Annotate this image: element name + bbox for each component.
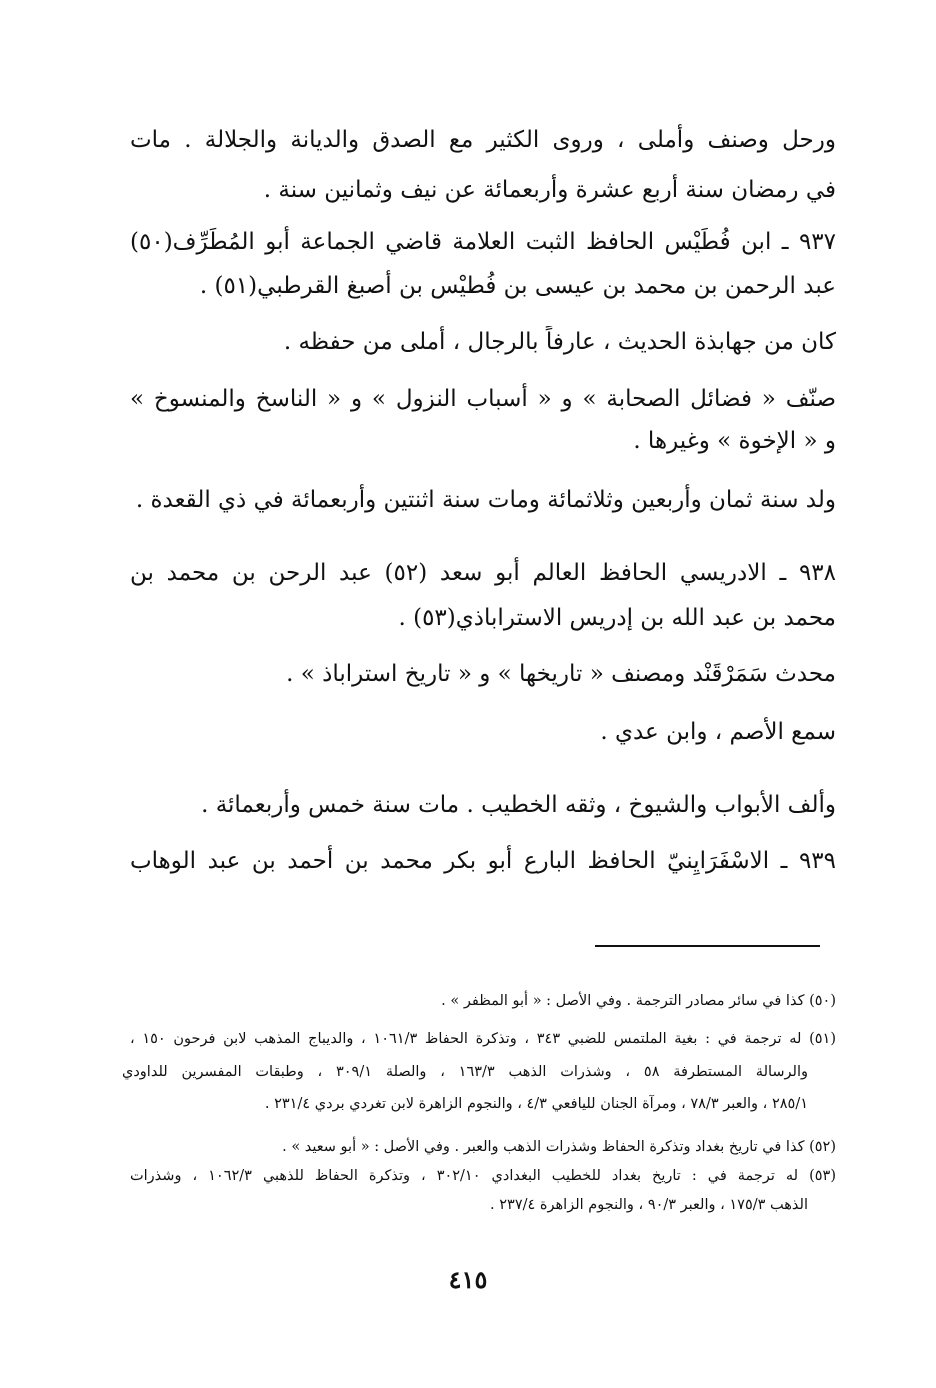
body-line-10: محمد بن عبد الله بن إدريس الاستراباذي(٥٣) . (398, 605, 836, 631)
body-line-5: كان من جهابذة الحديث ، عارفاً بالرجال ، أملى من حفظه . (283, 329, 836, 355)
footnote-52: (٥٢) كذا في تاريخ بغداد وتذكرة الحفاظ وشذرات الذهب والعبر . وفي الأصل : « أبو سعيد » . (282, 1139, 836, 1155)
footnote-51-line-2: والرسالة المستطرفة ٥٨ ، وشذرات الذهب ١٦٣/٣ ، والصلة ٣٠٩/١ ، وطبقات المفسرين للداودي (122, 1064, 808, 1080)
footnote-51-line-1: (٥١) له ترجمة في : بغية الملتمس للضبي ٣٤٣ ، وتذكرة الحفاظ ١٠٦١/٣ ، والديباج المذهب لابن فرحون ١٥٠ ، (130, 1031, 836, 1047)
body-line-2: في رمضان سنة أربع عشرة وأربعمائة عن نيف وثمانين سنة . (263, 177, 836, 203)
page-number: ٤١٥ (448, 1265, 488, 1294)
body-line-11: محدث سَمَرْقَنْد ومصنف « تاريخها » و « تاريخ استراباذ » . (286, 661, 836, 687)
body-line-12: سمع الأصم ، وابن عدي . (600, 719, 836, 745)
footnote-51-line-3: ٢٨٥/١ ، والعبر ٧٨/٣ ، ومرآة الجنان لليافعي ٤/٣ ، والنجوم الزاهرة لابن تغردي بردي ٢٣١/٤ . (264, 1096, 808, 1112)
entry-937-heading: ٩٣٧ ـ ابن فُطَيْس الحافظ الثبت العلامة قاضي الجماعة أبو المُطَرِّف(٥٠) (130, 229, 836, 255)
body-line-1: ورحل وصنف وأملى ، وروى الكثير مع الصدق والديانة والجلالة . مات (130, 127, 836, 153)
body-line-13: وألف الأبواب والشيوخ ، وثقه الخطيب . مات سنة خمس وأربعمائة . (201, 792, 836, 818)
footnote-53-line-2: الذهب ١٧٥/٣ ، والعبر ٩٠/٣ ، والنجوم الزاهرة ٢٣٧/٤ . (490, 1197, 808, 1213)
body-line-8: ولد سنة ثمان وأربعين وثلاثمائة ومات سنة اثنتين وأربعمائة في ذي القعدة . (135, 487, 836, 513)
entry-938-heading: ٩٣٨ ـ الادريسي الحافظ العالم أبو سعد (٥٢) عبد الرحن بن محمد بن (130, 560, 836, 586)
body-line-7: و « الإخوة » وغيرها . (633, 428, 836, 454)
footnote-50: (٥٠) كذا في سائر مصادر الترجمة . وفي الأصل : « أبو المظفر » . (441, 993, 836, 1009)
body-line-6: صنّف « فضائل الصحابة » و « أسباب النزول » و « الناسخ والمنسوخ » (130, 386, 836, 412)
footnote-53-line-1: (٥٣) له ترجمة في : تاريخ بغداد للخطيب البغدادي ٣٠٢/١٠ ، وتذكرة الحفاظ للذهبي ١٠٦٢/٣ ، وشذرات (130, 1168, 836, 1184)
body-line-4: عبد الرحمن بن محمد بن عيسى بن فُطيْس بن أصبغ القرطبي(٥١) . (199, 273, 836, 299)
entry-939-heading: ٩٣٩ ـ الاسْفَرَايِنيّ الحافظ البارع أبو بكر محمد بن أحمد بن عبد الوهاب (130, 848, 836, 874)
footnote-separator (595, 945, 820, 947)
